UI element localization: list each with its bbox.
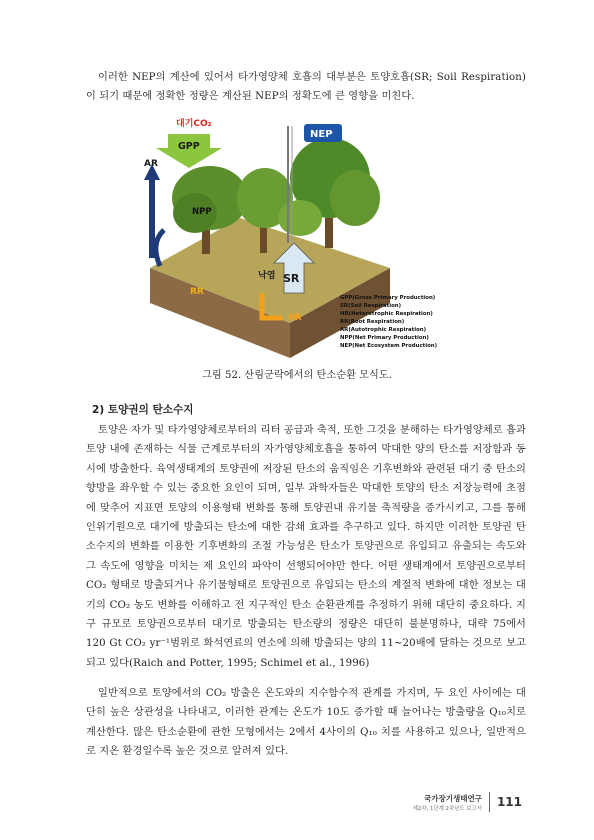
body-paragraph-1: 토양은 자가 및 타가영양체로부터의 리터 공급과 축적, 또한 그것을 분해하는 타가영양체로 흡과 토양 내에 존재하는 식물 근계로부터의 자가영양체호흡을 통하여 막대한 양의 탄소를 저장함과 동시에 방출한다. 육역생태계의 토양권에 저장된 탄소의 움직임은 기후변화와 관련된 대기 중 탄소의 향방을 좌우할 수 있는 중요한 요인이 되며, 일부 과학자들은 막대한 토양의 탄소 저장능력에 초점에 맞추어 지표면 토양의 이용형태 변화를 통해 토양권내 유기물 축적량을 증가시키고, 그를 통해 인위기원으로 대기에 방출되는 탄소에 대한 감쇄 효과를 추구하고 있다. 하지만 이러한 토양권 탄소수지의 변화를 이용한 기후변화의 조절 가능성은 탄소가 토양권으로 유입되고 유출되는 속도와 그 속도에 영향을 미치는 제 요인의 파악이 선행되어야만 한다. 어떤 생태계에서 토양권으로부터 CO₂ 형태로 방출되거나 유기물형태로 토양권으로 유입되는 탄소의 계절적 변화에 대한 정보는 대기의 CO₂ 농도 변화를 이해하고 전 지구적인 탄소 순환관계를 추정하기 위해 대단히 중요하다. 지구 규모로 토양권으로부터 대기로 방출되는 탄소량의 정량은 대단히 불분명하나, 대략 75에서 120 Gt CO₂ yr⁻¹범위로 화석연료의 연소에 의해 방출되는 양의 11∼20배에 달하는 것으로 보고되고 있다(Raich and Potter, 1995; Schimel et al., 1996) <box>86 425 526 669</box>
ar-label: AR <box>144 159 158 169</box>
hr-label: HR <box>288 313 302 323</box>
nep-label: NEP <box>310 129 333 140</box>
intro-paragraph: 이러한 NEP의 계산에 있어서 타가영양체 호흡의 대부분은 토양호흡(SR; Soil Respiration)이 되기 때문에 정확한 정량은 계산된 NEP의 정확도에 큰 영향을 미친다. <box>86 72 526 103</box>
footer-org-name: 국가장기생태연구 <box>423 793 482 803</box>
body-paragraph-2: 일반적으로 토양에서의 CO₂ 방출은 온도와의 지수함수적 관계를 가지며, 두 요인 사이에는 대단히 높은 상관성을 나타내고, 이러한 관계는 온도가 10도 증가할 때 늘어나는 방출량을 Q₁₀치로 계산한다. 많은 탄소순환에 관한 모형에서는 2에서 4사이의 Q₁₀ 치를 사용하고 있으나, 일반적으로 지온 환경일수록 높은 것으로 알려져 있다. <box>86 688 526 758</box>
legend-item: SR(Soil Respiration) <box>340 303 402 309</box>
legend-item: RR(Root Respiration) <box>340 319 405 325</box>
footer-divider <box>489 792 490 812</box>
legend-item: HR(Heterotrophic Respiration) <box>340 311 433 317</box>
footer-report-name: 제2차, 1단계 2차년도 보고서 <box>412 805 482 812</box>
carbon-cycle-figure <box>140 118 456 364</box>
footer-org <box>413 793 482 812</box>
sr-label: SR <box>283 272 300 285</box>
legend-item: NEP(Net Ecosystem Production) <box>340 343 438 349</box>
legend-item: NPP(Net Primary Production) <box>340 335 429 341</box>
npp-label: NPP <box>192 207 212 217</box>
rr-arrow <box>156 230 164 266</box>
legend-item: GPP(Gross Primary Production) <box>340 295 436 301</box>
figure-caption: 그림 52. 산림군락에서의 탄소순환 모식도. <box>202 370 392 381</box>
page-number: 111 <box>496 795 522 809</box>
legend-item: AR(Autotrophic Respiration) <box>340 327 427 333</box>
page-footer <box>413 790 522 814</box>
litter-label: 낙엽 <box>258 271 276 281</box>
rr-label: RR <box>190 287 204 297</box>
co2-label: 대기CO₂ <box>176 119 212 129</box>
section-heading: 2) 토양권의 탄소수지 <box>92 404 194 416</box>
figure-legend <box>340 295 437 349</box>
gpp-label: GPP <box>178 141 200 152</box>
